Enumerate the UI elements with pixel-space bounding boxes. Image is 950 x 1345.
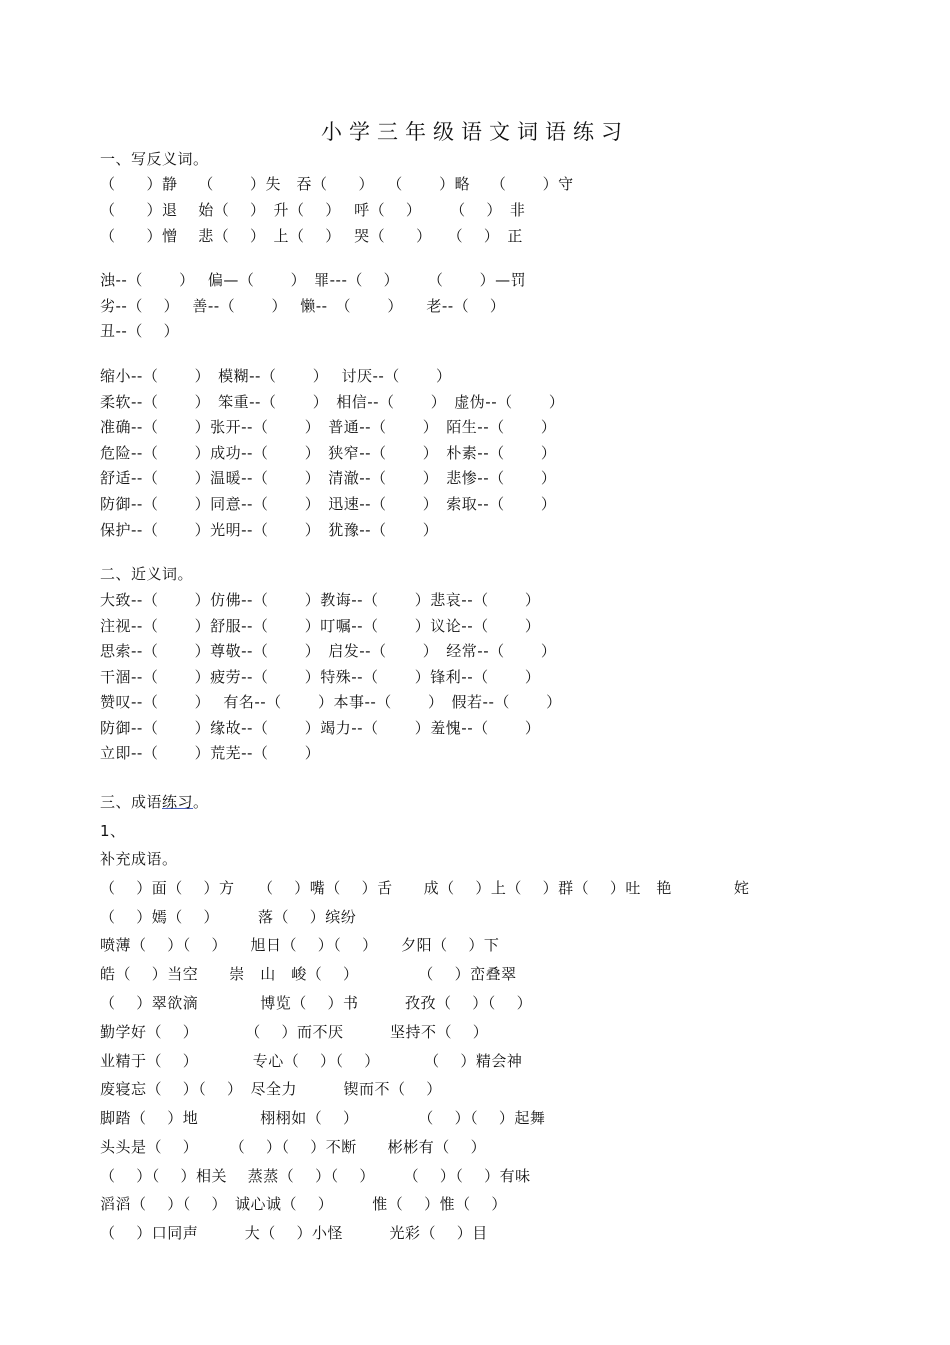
- exercise-line: 滔滔（ ）（ ） 诚心诚（ ） 惟（ ）惟（ ）: [100, 1195, 507, 1213]
- exercise-line: 防御--（ ）缘故--（ ）竭力--（ ）羞愧--（ ）: [100, 719, 541, 737]
- exercise-line: 业精于（ ） 专心（ ）（ ） （ ）精会神: [100, 1052, 523, 1070]
- exercise-line: （ ）口同声 大（ ）小怪 光彩（ ）目: [100, 1224, 488, 1242]
- exercise-line: （ ）翠欲滴 博览（ ）书 孜孜（ ）（ ）: [100, 994, 533, 1012]
- exercise-line: （ ）嫣（ ） 落（ ）缤纷: [100, 908, 357, 926]
- exercise-line: 准确--（ ）张开--（ ） 普通--（ ） 陌生--（ ）: [100, 418, 557, 436]
- section-heading-synonyms: 二、近义词。: [100, 565, 194, 583]
- exercise-line: 头头是（ ） （ ）（ ）不断 彬彬有（ ）: [100, 1138, 487, 1156]
- exercise-line: 防御--（ ）同意--（ ） 迅速--（ ） 索取--（ ）: [100, 495, 557, 513]
- exercise-line: （ ）憎 悲（ ） 上（ ） 哭（ ） （ ） 正: [100, 227, 523, 245]
- exercise-line: 脚踏（ ）地 栩栩如（ ） （ ）（ ）起舞: [100, 1109, 546, 1127]
- heading-link-practice[interactable]: 练习: [162, 793, 194, 811]
- exercise-line: 舒适--（ ）温暖--（ ） 清澈--（ ） 悲惨--（ ）: [100, 469, 557, 487]
- exercise-line: 喷薄（ ）（ ） 旭日（ ）（ ） 夕阳（ ）下: [100, 936, 500, 954]
- exercise-line: 劣--（ ） 善--（ ） 懒-- （ ） 老--（ ）: [100, 297, 506, 315]
- exercise-line: 危险--（ ）成功--（ ） 狭窄--（ ） 朴素--（ ）: [100, 444, 557, 462]
- exercise-line: 勤学好（ ） （ ）而不厌 坚持不（ ）: [100, 1023, 489, 1041]
- section-heading-antonyms: 一、写反义词。: [100, 150, 209, 168]
- exercise-line: 立即--（ ）荒芜--（ ）: [100, 744, 321, 762]
- exercise-line: 皓（ ）当空 崇 山 峻（ ） （ ）峦叠翠: [100, 965, 517, 983]
- exercise-line: 思索--（ ）尊敬--（ ） 启发--（ ） 经常--（ ）: [100, 642, 557, 660]
- sub-heading: 补充成语。: [100, 850, 178, 868]
- exercise-line: 浊--（ ） 偏—（ ） 罪---（ ） （ ）—罚: [100, 271, 527, 289]
- exercise-line: 干涸--（ ）疲劳--（ ）特殊--（ ）锋利--（ ）: [100, 668, 541, 686]
- exercise-line: 废寝忘（ ）（ ） 尽全力 锲而不（ ）: [100, 1080, 442, 1098]
- exercise-line: （ ）静 （ ）失 吞（ ） （ ）略 （ ）守: [100, 175, 574, 193]
- exercise-line: （ ）（ ）相关 蒸蒸（ ）（ ） （ ）（ ）有味: [100, 1167, 531, 1185]
- exercise-line: 缩小--（ ） 模糊--（ ） 讨厌--（ ）: [100, 367, 452, 385]
- exercise-line: 赞叹--（ ） 有名--（ ）本事--（ ） 假若--（ ）: [100, 693, 562, 711]
- page-title: 小学三年级语文词语练习: [321, 120, 629, 144]
- exercise-line: 柔软--（ ） 笨重--（ ） 相信--（ ） 虚伪--（ ）: [100, 393, 565, 411]
- exercise-line: 注视--（ ）舒服--（ ）叮嘱--（ ）议论--（ ）: [100, 617, 541, 635]
- heading-prefix: 三、成语: [100, 793, 163, 811]
- heading-suffix: 。: [193, 793, 209, 811]
- exercise-line: （ ）面（ ）方 （ ）嘴（ ）舌 成（ ）上（ ）群（ ）吐 艳 姹: [100, 879, 750, 897]
- exercise-line: （ ）退 始（ ） 升（ ） 呼（ ） （ ） 非: [100, 201, 526, 219]
- exercise-line: 丑--（ ）: [100, 322, 180, 340]
- sub-number: 1、: [100, 822, 126, 840]
- exercise-line: 保护--（ ）光明--（ ） 犹豫--（ ）: [100, 521, 439, 539]
- section-heading-idioms: [100, 790, 209, 814]
- exercise-line: 大致--（ ）仿佛--（ ）教诲--（ ）悲哀--（ ）: [100, 591, 541, 609]
